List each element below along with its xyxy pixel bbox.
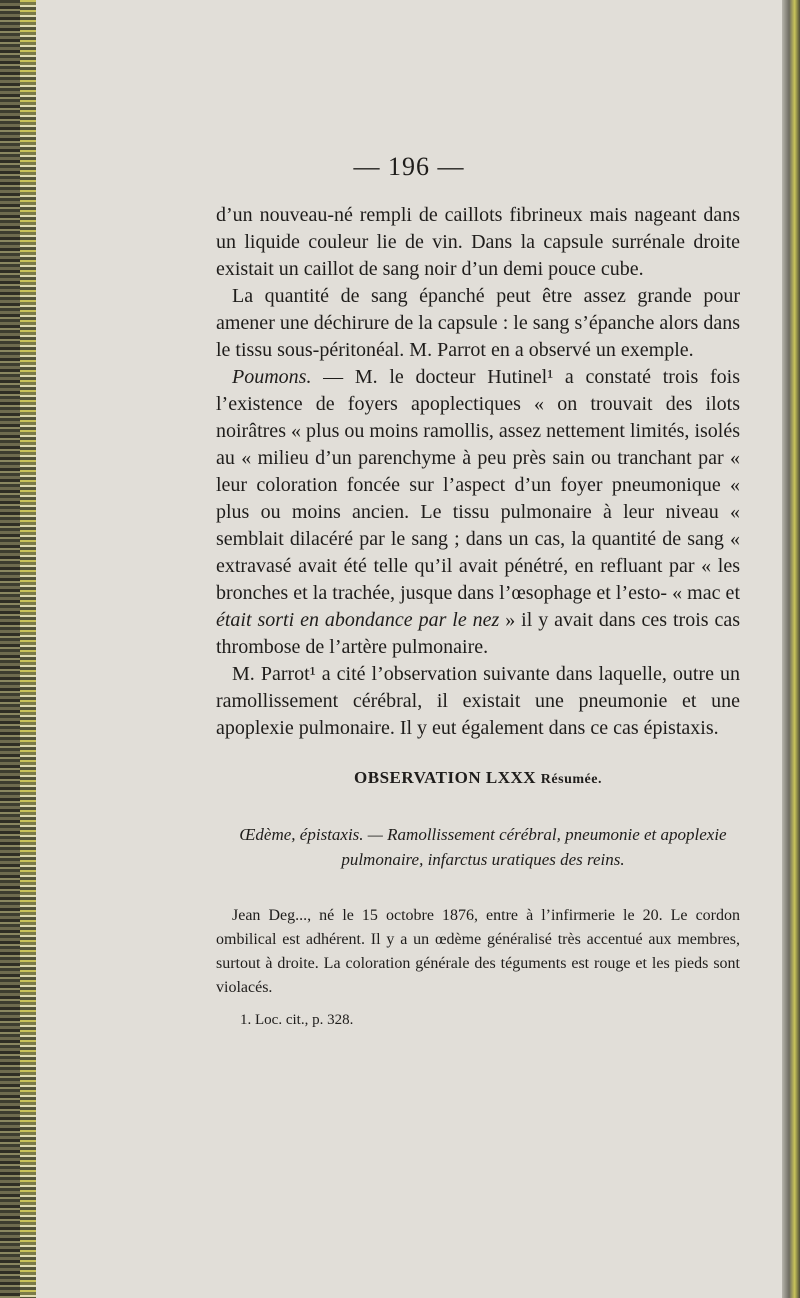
observation-subtitle: Œdème, épistaxis. — Ramollissement cérébral, pneumonie et apoplexie pulmonaire, infarctus uratiques des reins. <box>239 825 727 869</box>
main-text <box>216 202 740 742</box>
observation-body <box>216 904 740 1000</box>
page-edge <box>782 0 800 1298</box>
poumons-text-end: » il y avait dans ces trois cas thrombose de l’artère pulmonaire. <box>216 609 741 658</box>
observation-title-suffix: Résumée. <box>540 772 602 787</box>
book-binding <box>0 0 36 1298</box>
observation-title <box>216 768 740 788</box>
footnote: 1. Loc. cit., p. 328. <box>240 1012 354 1028</box>
paragraph-quantite: La quantité de sang épanché peut être assez grande pour amener une déchirure de la capsule : le sang s’épanche alors dans le tissu sous-péritonéal. M. Parrot en a observé un exemple. <box>216 285 740 361</box>
section-heading-poumons: Poumons. <box>232 366 312 388</box>
poumons-quote: était sorti en abondance par le nez <box>216 609 500 631</box>
paragraph-continuation: d’un nouveau-né rempli de caillots fibrineux mais nageant dans un liquide couleur lie de vin. Dans la capsule surrénale droite existait un caillot de sang noir d’un demi pouce cube. <box>216 204 740 280</box>
poumons-text: — M. le docteur Hutinel¹ a constaté trois fois l’existence de foyers apoplectiques « on trouvait des ilots noirâtres « plus ou moins ramollis, assez nettement limités, isolés au « milieu d’un parenchyme à peu près sain ou tranchant par « leur coloration foncée sur l’aspect d’un foyer pneumonique « plus ou moins ancien. Le tissu pulmonaire à leur niveau « semblait dilacéré par le sang ; dans un cas, la quantité de sang « extravasé avait été telle qu’il avait pénétré, en refluant par « les bronches et la trachée, jusque dans l’œsophage et l’esto- « mac et <box>216 366 740 604</box>
observation-body-text: Jean Deg..., né le 15 octobre 1876, entre à l’infirmerie le 20. Le cordon ombilical est adhérent. Il y a un œdème généralisé très accentué aux membres, surtout à droite. La coloration générale des téguments est rouge et les pieds sont violacés. <box>216 907 740 996</box>
paragraph-parrot: M. Parrot¹ a cité l’observation suivante dans laquelle, outre un ramollissement cérébral, il existait une pneumonie et une apoplexie pulmonaire. Il y eut également dans ce cas épistaxis. <box>216 663 740 739</box>
paragraph-poumons <box>216 364 740 661</box>
page-number: — 196 — <box>353 152 465 181</box>
observation-title-main: OBSERVATION LXXX <box>354 768 537 787</box>
